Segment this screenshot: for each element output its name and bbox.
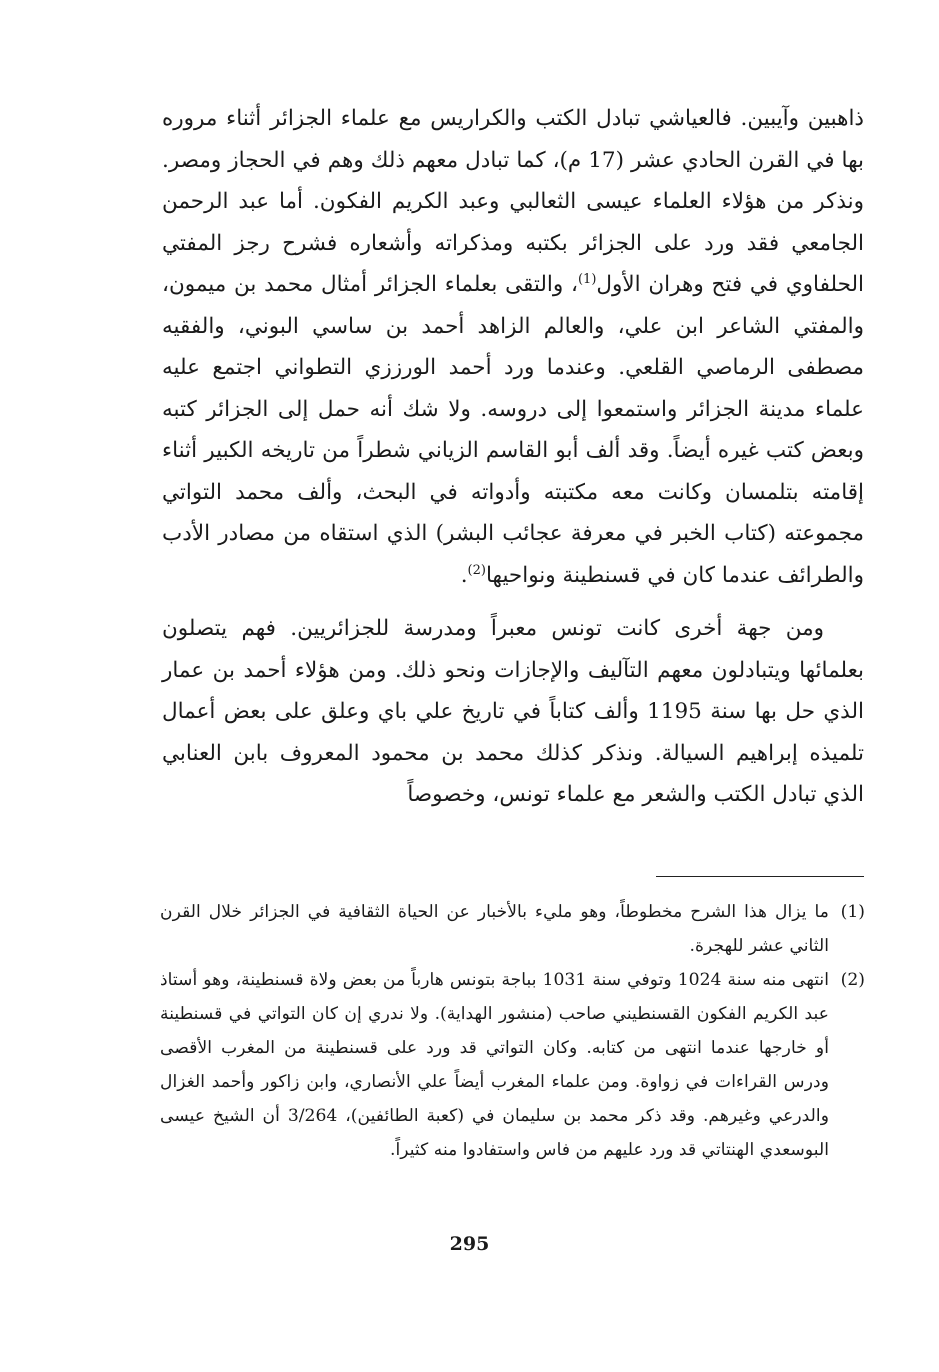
main-text xyxy=(162,98,864,816)
footnote-1-text: ما يزال هذا الشرح مخطوطاً، وهو مليء بالأخبار عن الحياة الثقافية في الجزائر خلال القرن الثاني عشر للهجرة. xyxy=(160,902,829,956)
paragraph-2: ومن جهة أخرى كانت تونس معبراً ومدرسة للجزائريين. فهم يتصلون بعلمائها ويتبادلون معهم التآليف والإجازات ونحو ذلك. ومن هؤلاء أحمد بن عمار الذي حل بها سنة 1195 وألف كتاباً في تاريخ علي باي وعلق على بعض أعمال تلميذه إبراهيم السيالة. ونذكر كذلك محمد بن محمود المعروف بابن العنابي الذي تبادل الكتب والشعر مع علماء تونس، وخصوصاً xyxy=(162,616,864,807)
footnote-separator xyxy=(656,876,864,877)
paragraph-1-part-3: . xyxy=(460,562,468,588)
footnote-reference-1: (1) xyxy=(577,271,597,287)
paragraph-1-part-2: ، والتقى بعلماء الجزائر أمثال محمد بن ميمون، والمفتي الشاعر ابن علي، والعالم الزاهد أحمد بن ساسي البوني، والفقيه مصطفى الرماصي القلعي. وعندما ورد أحمد الورززي التطواني اجتمع عليه علماء مدينة الجزائر واستمعوا إلى دروسه. ولا شك أنه حمل إلى الجزائر كتبه وبعض كتب غيره أيضاً. وقد ألف أبو القاسم الزياني شطراً من تاريخه الكبير أثناء إقامته بتلمسان وكانت معه مكتبته وأدواته في البحث، وألف محمد التواتي مجموعته (كتاب الخبر في معرفة عجائب البشر) الذي استقاه من مصادر الأدب والطرائف عندما كان في قسنطينة ونواحيها xyxy=(162,272,864,588)
footnote-2 xyxy=(160,963,865,1167)
paragraph-1 xyxy=(162,98,864,596)
footnote-1-number: (1) xyxy=(840,902,865,922)
footnote-reference-2: (2) xyxy=(467,562,486,578)
footnote-2-text: انتهى منه سنة 1024 وتوفي سنة 1031 بباجة بتونس هارباً من بعض ولاة قسنطينة، وهو أستاذ عبد الكريم الفكون القسنطيني صاحب (منشور الهداية). ولا ندري إن كان التواتي في قسنطينة أو خارجها عندما انتهى من كتابه. وكان التواتي قد ورد على قسنطينة من المغرب الأقصى ودرس القراءات في زواوة. ومن علماء المغرب أيضاً علي الأنصاري، وابن زاكور وأحمد الغزال والدرعي وغيرهم. وقد ذكر محمد بن سليمان في (كعبة الطائفين)، 3/264 أن الشيخ عيسى البوسعدي الهنتاتي قد ورد عليهم من فاس واستفادوا منه كثيراً. xyxy=(160,970,829,1160)
footnote-1 xyxy=(160,895,865,963)
paragraph-1-part-1: ذاهبين وآيبين. فالعياشي تبادل الكتب والكراريس مع علماء الجزائر أثناء مروره بها في القرن الحادي عشر (17 م)، كما تبادل معهم ذلك وهم في الحجاز ومصر. ونذكر من هؤلاء العلماء عيسى الثعالبي وعبد الكريم الفكون. أما عبد الرحمن الجامعي فقد ورد على الجزائر بكتبه ومذكراته وأشعاره فشرح رجز المفتي الحلفاوي في فتح وهران الأول xyxy=(162,106,864,297)
footnotes xyxy=(160,895,865,1167)
page-number: 295 xyxy=(449,1233,490,1255)
footnote-2-number: (2) xyxy=(840,970,865,990)
